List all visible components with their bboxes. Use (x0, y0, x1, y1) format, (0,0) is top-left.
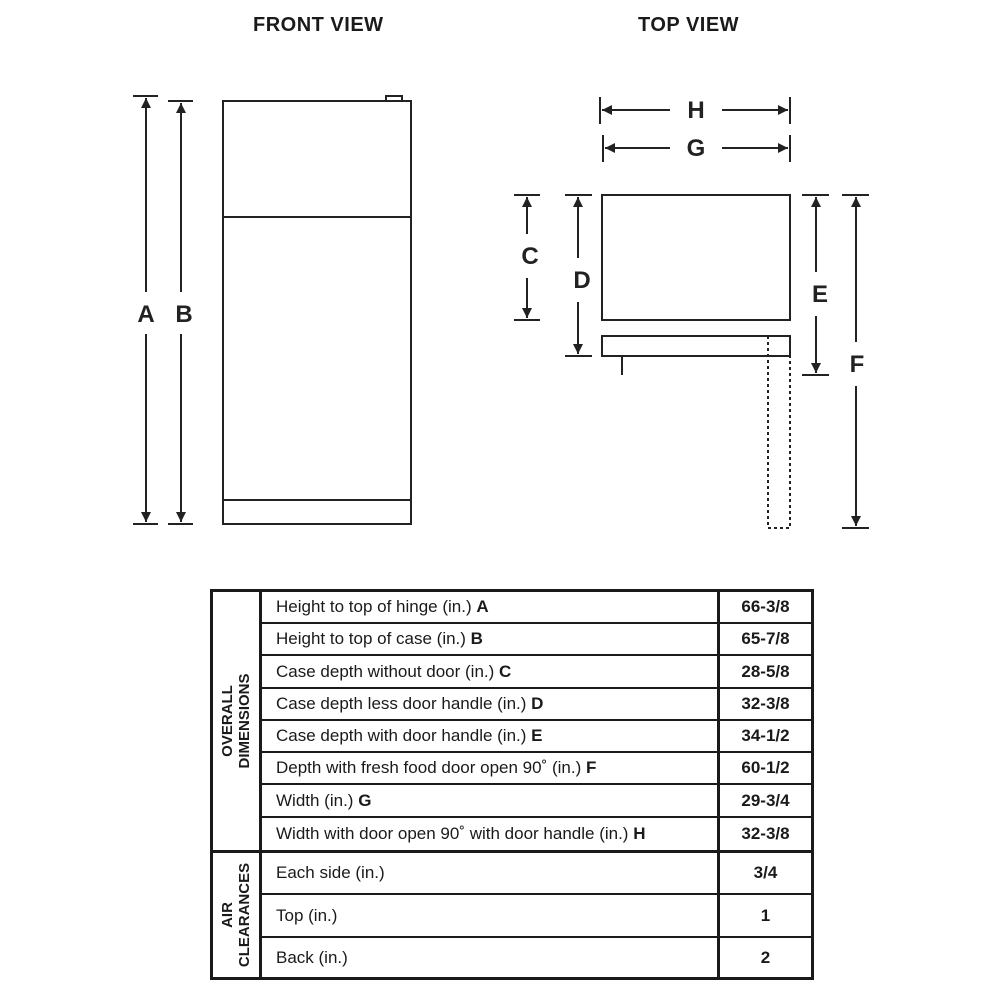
row-label: Top (in.) (276, 905, 338, 925)
row-letter: F (585, 758, 597, 777)
row-label: Depth with fresh food door open 90˚ (in.) (276, 758, 586, 777)
table-row (262, 895, 811, 938)
table-row (262, 689, 811, 721)
row-letter: H (633, 824, 646, 843)
row-value: 66-3/8 (717, 592, 811, 622)
row-value: 29-3/4 (717, 785, 811, 816)
table-row (262, 592, 811, 624)
row-label: Width with door open 90˚ with door handle (in.) (276, 824, 634, 843)
row-label: Height to top of hinge (in.) (276, 597, 477, 616)
front-view-fridge (223, 96, 411, 524)
row-label: Case depth with door handle (in.) (276, 726, 532, 745)
table-row (262, 624, 811, 656)
table-row (262, 818, 811, 850)
table-row (262, 656, 811, 689)
dim-label-d: D (573, 267, 591, 294)
row-letter: B (470, 629, 483, 648)
table-row (262, 938, 811, 977)
row-value: 60-1/2 (717, 753, 811, 783)
row-value: 1 (717, 895, 811, 936)
dimensions-table (210, 589, 814, 980)
row-label: Case depth without door (in.) (276, 661, 500, 681)
table-row (262, 853, 811, 895)
case-outline (602, 195, 790, 320)
air-clearances-group (213, 853, 811, 977)
fridge-body (223, 101, 411, 524)
row-value: 2 (717, 938, 811, 977)
row-letter: G (358, 790, 372, 810)
overall-dimensions-text: OVERALL DIMENSIONS (219, 673, 253, 769)
row-letter: C (499, 661, 512, 681)
air-clearances-text: AIR CLEARANCES (219, 862, 253, 968)
row-label: Width (in.) (276, 790, 359, 810)
row-label: Back (in.) (276, 947, 348, 967)
row-label: Each side (in.) (276, 863, 385, 882)
row-value: 28-5/8 (717, 656, 811, 687)
row-letter: D (531, 694, 544, 713)
row-letter: A (476, 597, 489, 616)
open-door-dashed (768, 336, 790, 528)
row-value: 32-3/8 (717, 818, 811, 850)
hinge-cap (386, 96, 402, 101)
table-row (262, 753, 811, 785)
row-label: Case depth less door handle (in.) (276, 694, 532, 713)
dim-label-g: G (686, 135, 706, 162)
row-letter: E (531, 726, 543, 745)
dim-label-a: A (137, 301, 155, 328)
table-row (262, 785, 811, 818)
row-value: 3/4 (717, 853, 811, 893)
dim-label-f: F (849, 351, 865, 378)
door-outline (602, 336, 790, 356)
overall-dimensions-group (213, 592, 811, 850)
dim-label-c: C (521, 243, 539, 270)
overall-dimensions-label (213, 592, 262, 850)
front-view-title: FRONT VIEW (253, 14, 384, 36)
row-value: 34-1/2 (717, 721, 811, 751)
table-row (262, 721, 811, 753)
air-clearances-label (213, 853, 262, 977)
dim-label-e: E (811, 281, 829, 308)
row-label: Height to top of case (in.) (276, 629, 471, 648)
top-view-title: TOP VIEW (638, 14, 740, 36)
dim-label-b: B (175, 301, 193, 328)
row-value: 65-7/8 (717, 624, 811, 654)
row-value: 32-3/8 (717, 689, 811, 719)
top-view-fridge (602, 195, 790, 528)
dim-label-h: H (687, 97, 705, 124)
